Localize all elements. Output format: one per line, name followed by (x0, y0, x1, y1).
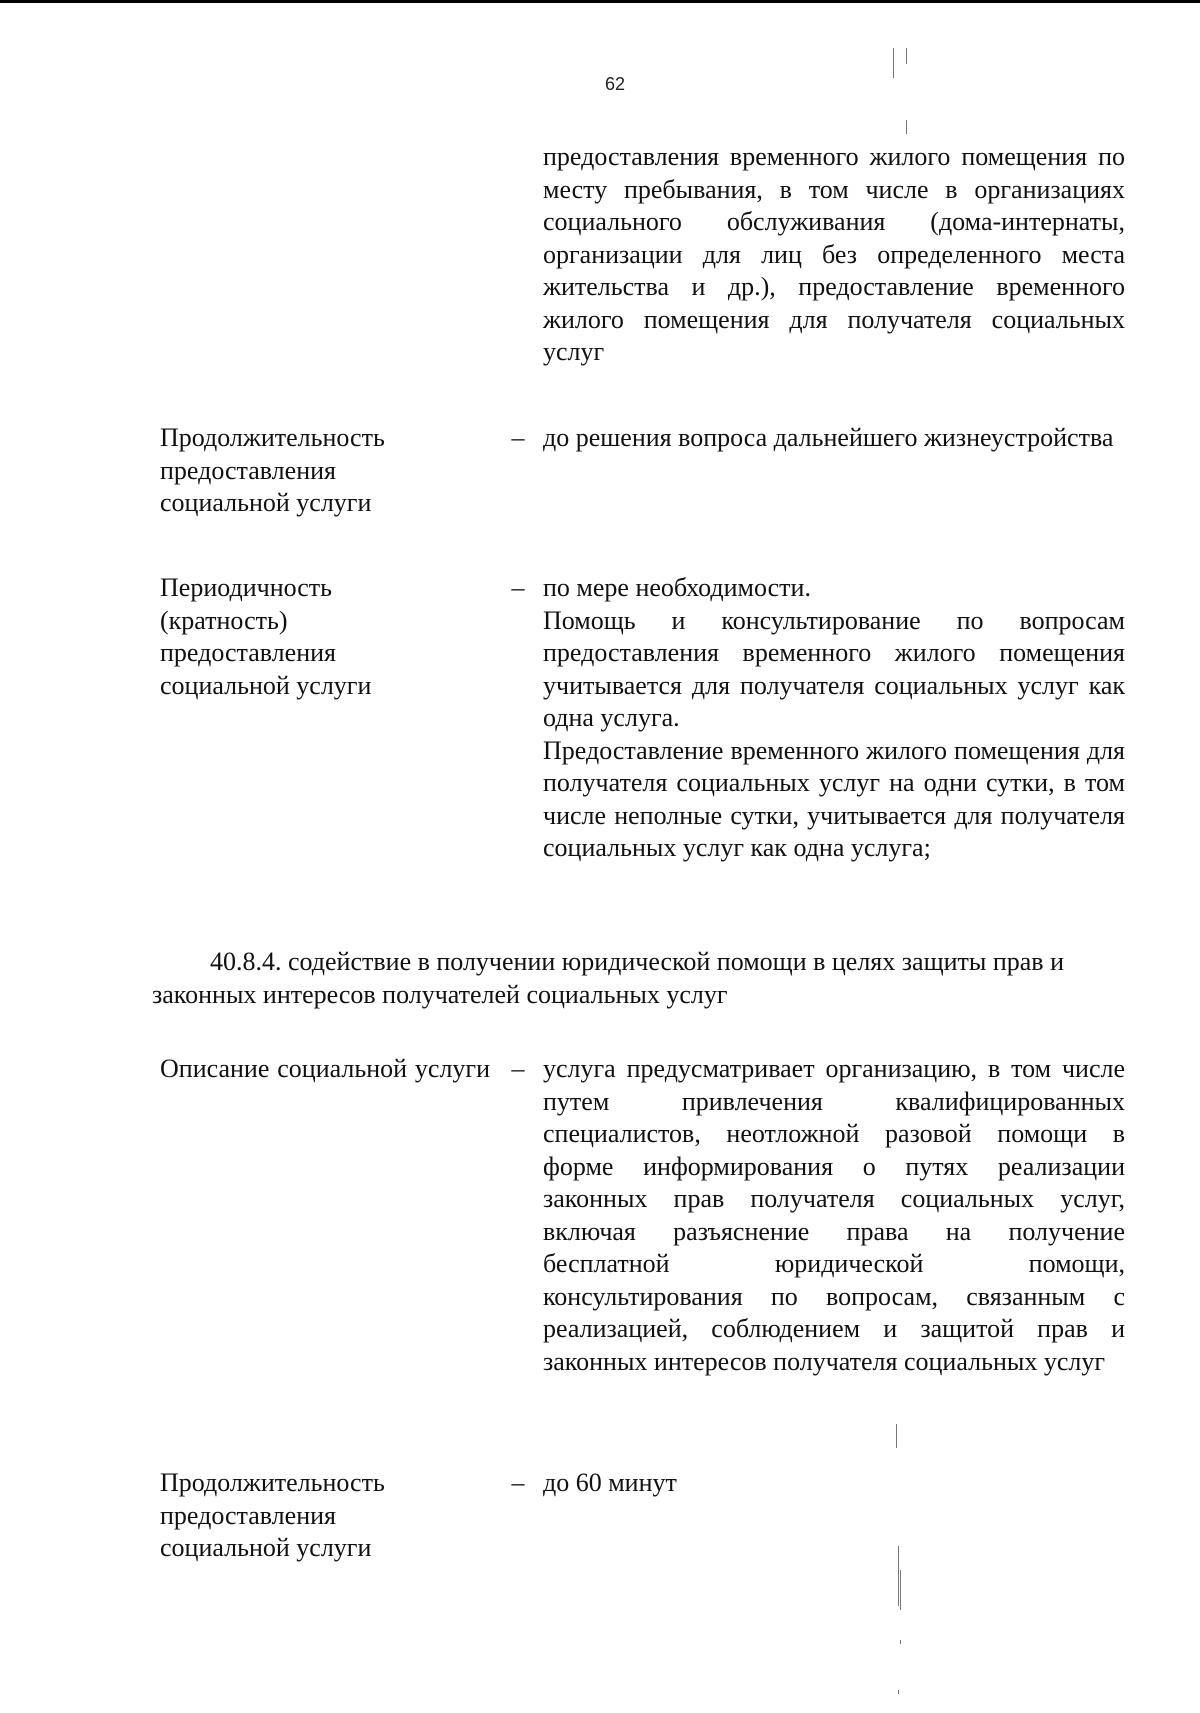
service-1-duration-value: до решения вопроса дальнейшего жизнеустройства (543, 423, 1114, 452)
section-heading: 40.8.4. содействие в получении юридической помощи в целях защиты прав и законных интересов получателей социальных услуг (152, 947, 1064, 1009)
scan-artifact (900, 1640, 901, 1644)
dash-separator: – (511, 1468, 525, 1497)
scan-artifact (900, 1570, 901, 1610)
periodicity-line-1: по мере необходимости. (543, 573, 811, 602)
dash-separator: – (511, 573, 525, 602)
periodicity-paragraph-2: Помощь и консультирование по вопросам предоставления временного жилого помещения учитывается для получателя социальных услуг как одна услуга. (543, 605, 1125, 732)
page-number: 62 (604, 74, 626, 94)
page-top-edge (0, 0, 1200, 3)
service-2-description-label: Описание социальной услуги (160, 1054, 490, 1083)
scan-artifact (898, 1546, 899, 1606)
scan-artifact (898, 1690, 899, 1694)
dash-separator: – (511, 1054, 525, 1083)
scan-artifact (893, 48, 894, 78)
service-1-periodicity-label: Периодичность (кратность) предоставления социальной услуги (160, 573, 372, 700)
service-2-duration-value: до 60 минут (543, 1468, 677, 1497)
service-2-duration-label: Продолжительность предоставления социальной услуги (160, 1468, 385, 1562)
service-2-description-value: услуга предусматривает организацию, в том числе путем привлечения квалифицированных специалистов, неотложной разовой помощи в форме информирования о путях реализации законных прав получателя социальных услуг, включая разъяснение права на получение бесплатной юридической помощи, консультирования по вопросам, связанным с реализацией, соблюдением и защитой прав и законных интересов получателя социальных услуг (543, 1054, 1125, 1376)
service-1-duration-label: Продолжительность предоставления социальной услуги (160, 423, 385, 517)
periodicity-paragraph-3: Предоставление временного жилого помещения для получателя социальных услуг на одни сутки, в том числе неполные сутки, учитывается для получателя социальных услуг как одна услуга; (543, 735, 1125, 862)
intro-text: предоставления временного жилого помещения по месту пребывания, в том числе в организациях социального обслуживания (дома-интернаты, организации для лиц без определенного места жительства и др.), предоставление временного жилого помещения для получателя социальных услуг (543, 142, 1125, 366)
scan-artifact (896, 1424, 897, 1448)
service-1-periodicity-value (543, 572, 1125, 865)
scan-artifact (906, 120, 907, 134)
scan-artifact (906, 48, 907, 64)
dash-separator: – (511, 423, 525, 452)
